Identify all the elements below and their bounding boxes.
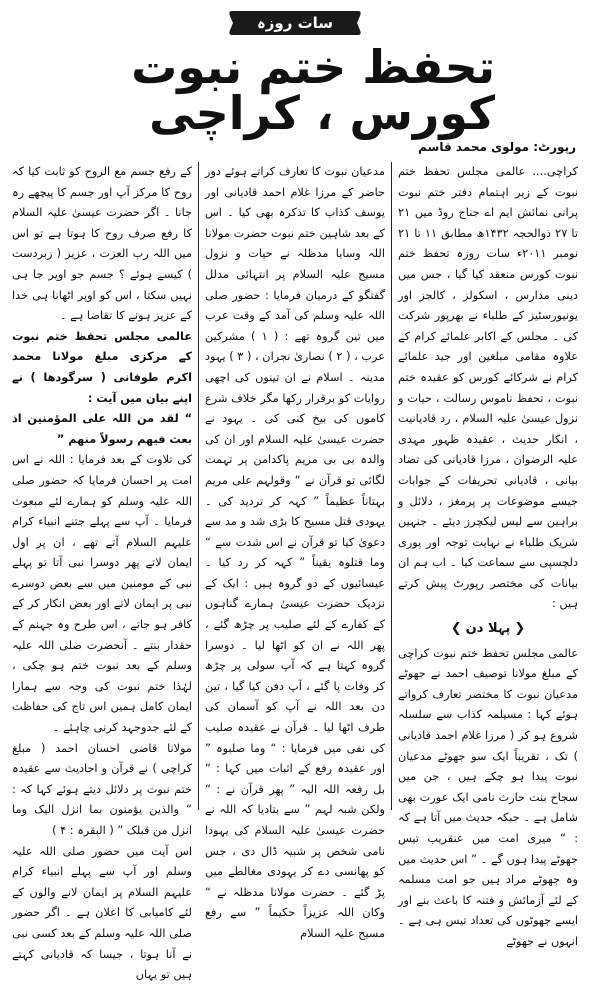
section-banner-label: سات روزہ [256,14,334,32]
article-paragraph: مولانا قاضی احسان احمد ( مبلغ کراچی ) نے قرآن و احادیث سے عقیدہ ختم نبوت پر دلائل دیتے ہوئے کہا کہ : “ والذین یؤمنون بما انزل الیک وما انزل من قبلک ” ( البقرہ : ۴ ) [12,741,192,837]
ornament-icon: ❮ [514,621,526,637]
article-columns [6,162,584,982]
article-paragraph: عالمی مجلس تحفظ ختم نبوت کراچی کے مبلغ مولانا توصیف احمد نے جھوٹے مدعیان نبوت کا مختصر تعارف کرواتے ہوئے کہا : مسیلمہ کذاب سے سلسلہ شروع ہو کر ( مرزا غلام احمد قادیانی ) تک ، تقریباً ایک سو جھوٹے مدعیان نبوت پیدا ہو چکے ہیں ، جن میں سجاح بنت حارث نامی ایک عورت بھی شامل ہے ۔ جبکہ حدیث میں آتا ہے کہ : “ میری امت میں عنقریب تیس جھوٹے پیدا ہوں گے ۔ ” اس حدیث میں وہ جھوٹے مراد ہیں جو امت مسلمہ کے لئے آزمائش و فتنہ کا باعث بنے اور ایسے جھوٹوں کی تعداد تیس ہی ہے ۔ انہوں نے جھوٹے [398,646,578,948]
day-subheading [398,619,578,640]
article-paragraph: کراچی.... عالمی مجلس تحفظ ختم نبوت کے زیر اہتمام دفتر ختم نبوت پرانی نمائش ایم اے جناح روڈ میں ۲۱ تا ۲۷ ذوالحجہ ۱۴۳۲ھ مطابق ۱۱ تا ۲۱ نومبر ۲۰۱۱ء سات روزہ تحفظ ختم نبوت کورس منعقد کیا گیا ، جس میں دینی مدارس ، اسکولز ، کالجز اور یونیورسٹیز کے طلباء نے بھرپور شرکت کی ۔ مجلس کے اکابر علمائے کرام کے علاوہ مقامی مبلغین اور جید علمائے کرام نے شرکائے کورس کو عقیدہ ختم نبوت ، تحفظ ناموس رسالت ، حیات و نزول عیسیٰ علیہ السلام ، رد قادیانیت ، انکار حدیث ، عقیدہ ظہور مہدی علیہ الرضوان ، مرزا قادیانی کی تضاد بیانی ، قادیانی تحریفات کے جوابات جیسے موضوعات پر پرمغز ، دلائل و براہین سے لیس لیکچرز دیئے ۔ جنہیں شریک طلباء نے نہایت توجہ اور پوری دلچسپی سے سماعت کیا ۔ اب ہم ان بیانات کی مختصر رپورٹ پیش کرتے ہیں : [398,165,578,611]
article-paragraph: مدعیان نبوت کا تعارف کراتے ہوئے دور حاضر کے مرزا غلام احمد قادیانی اور یوسف کذاب کا تذکرہ بھی کیا ۔ اس کے بعد شاہین ختم نبوت حضرت مولانا اللہ وسایا مدظلہ نے حیات و نزول مسیح علیہ السلام پر انتہائی مدلل گفتگو کے درمیان فرمایا : حضور صلی اللہ علیہ وسلم کی آمد کے وقت عرب میں تین گروہ تھے : ( ۱ ) مشرکین عرب ، ( ۲ ) نصاریٰ نجران ، ( ۳ ) یہود مدینہ ۔ اسلام نے ان تینوں کی اچھی روایات کو برقرار رکھا مگر خلاف شرع کاموں کی بیخ کنی کی ۔ یہود نے حضرت عیسیٰ علیہ السلام اور ان کی والدہ بی بی مریم پاکدامن پر تہمت لگائی تو قرآن نے “ وقولہم علی مریم بہتاناً عظیماً ” کہہ کر تردید کی ۔ یہودی قتل مسیح کا بڑی شد و مد سے دعویٰ کیا تو قرآن نے اس شدت سے “ وما قتلوہ یقیناً ” کہہ کر رد کیا ۔ عیسائیوں کے دو گروہ ہیں : ایک کے نزدیک حضرت عیسیٰ ہمارے گناہوں کے کفارے کے لئے صلیب پر چڑھ گئے ، پھر اللہ نے ان کو اٹھا لیا ۔ دوسرا گروہ کہتا ہے کہ آپ سولی پر چڑھ کر وفات پا گئے ، آپ دفن کیا گیا ، تین دن بعد اللہ نے آپ کو آسمان کی طرف اٹھا لیا ۔ قرآن نے عقیدہ صلیب کی نفی میں فرمایا : “ وما صلبوہ ” اور عقیدہ رفع کے اثبات میں کہا : “ بل رفعہ اللہ الیہ ” پھر قرآن نے : “ ولکن شبہ لہم ” سے بتادیا کہ اللہ نے حضرت عیسیٰ علیہ السلام کی یہودا نامی شخص پر شبیہ ڈال دی ، جس کو پھانسی دے کر یہودی مغالطے میں پڑ گئے ۔ حضرت مولانا مدظلہ نے “ وکان اللہ عزیزاً حکیماً ” سے رفع مسیح علیہ السلام [205,165,385,940]
column-middle [198,162,391,940]
article-paragraph: کے رفع جسم مع الروح کو ثابت کیا کہ روح کا مرکز آپ اور جسم کا پیچھے رہ جانا ۔ اگر حضرت عیسیٰ علیہ السلام کا رفع صرف روح کا ہوتا ہے تو اس میں اللہ رب العزت ، عزیز ( زبردست ) کیسے ہوئے ؟ جسم جو اوپر جا ہی نہیں سکتا ، اس کو اوپر اٹھانا ہی خدا کے عزیز ہونے کا تقاضا ہے ۔ [12,165,192,323]
day-subheading-label: پہلا دن [465,621,511,637]
byline: رپورٹ: مولوی محمد قاسم [418,140,576,154]
column-right [391,162,584,948]
headline: تحفظ ختم نبوت کورس ، کراچی [131,40,495,140]
quranic-quote: “ لقد من اللہ علی المؤمنین اذ بعث فیھم رسولاً منھم ” [12,412,192,446]
section-banner [226,8,364,38]
article-paragraph: اس آیت میں حضور صلی اللہ علیہ وسلم اور آپ سے پہلے انبیاء کرام علیہم السلام پر ایمان لانے والوں کے لئے کامیابی کا اعلان ہے ۔ اگر حضور صلی اللہ علیہ وسلم کے بعد کسی نبی نے آنا ہوتا ، جیسا کہ قادیانی کہتے ہیں تو یہاں [12,844,192,982]
speaker-intro: عالمی مجلس تحفظ ختم نبوت کے مرکزی مبلغ مولانا محمد اکرم طوفانی ( سرگودھا ) نے اپنے بیان میں آیت : [12,329,192,405]
column-left [6,162,198,982]
article-paragraph: کی تلاوت کے بعد فرمایا : اللہ نے اس امت پر احسان فرمایا کہ حضور صلی اللہ علیہ وسلم کو ہمارے لئے مبعوث فرمایا ۔ آپ سے پہلے جتنے انبیاء کرام علیہم السلام آتے تھے ، ان پر اول ایمان لاتے پھر دوسرا نبی آتا تو پہلے نبی کے مومنین میں سے بعض دوسرے نبی پر ایمان لاتے اور بعض انکار کر کے کافر ہو جاتے ، اس طرح وہ جہنم کے حقدار بنتے ۔ آنحضرت صلی اللہ علیہ وسلم کے بعد نبوت ختم ہو چکی ، لہٰذا ختم نبوت کی وجہ سے ہمارا ایمان کامل ہمیں اس تاج کی حفاظت کے لئے جدوجہد کرنی چاہئے ۔ [12,453,192,735]
ornament-icon: ❯ [450,621,462,637]
